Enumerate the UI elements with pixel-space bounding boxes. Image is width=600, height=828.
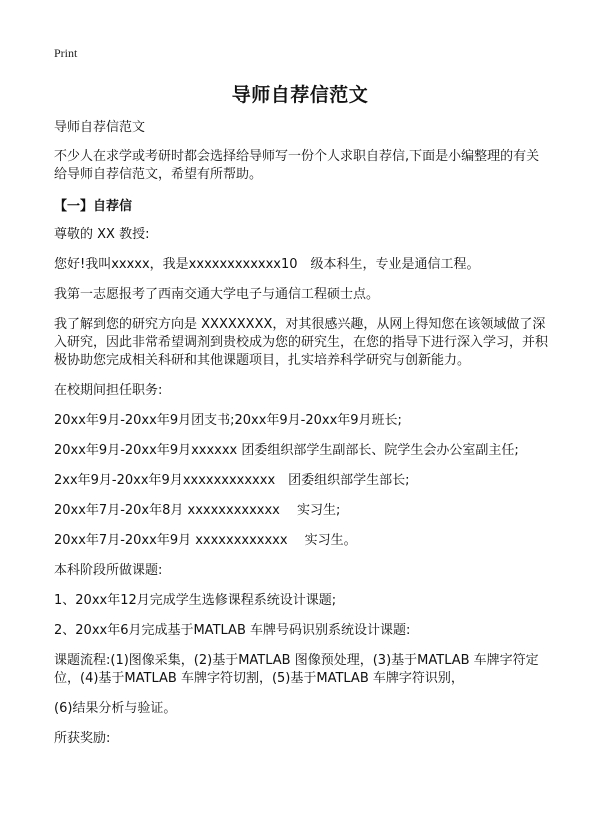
print-label: Print xyxy=(54,46,78,60)
section-heading: 【一】自荐信 xyxy=(54,199,133,214)
doc-subtitle: 导师自荐信范文 xyxy=(54,120,146,135)
project-item: 2、20xx年6月完成基于MATLAB 车牌号码识别系统设计课题: xyxy=(54,623,411,638)
projects-label: 本科阶段所做课题: xyxy=(54,563,163,578)
project-flow: 课题流程:(1)图像采集，(2)基于MATLAB 图像预处理，(3)基于MATLAB 车牌字符定位，(4)基于MATLAB 车牌字符切割，(5)基于MATLAB 车牌字符识别， xyxy=(54,653,539,686)
document-body xyxy=(54,119,550,748)
intro-self: 您好!我叫xxxxx，我是xxxxxxxxxxxx10 级本科生，专业是通信工程。 xyxy=(54,257,480,272)
position-item: 2xx年9月-20xx年9月xxxxxxxxxxxx 团委组织部学生部长; xyxy=(54,473,410,488)
position-item: 20xx年9月-20xx年9月xxxxxx 团委组织部学生副部长、院学生会办公室副主任; xyxy=(54,443,519,458)
awards-label: 所获奖励: xyxy=(54,731,111,746)
project-flow-end: (6)结果分析与验证。 xyxy=(54,701,177,716)
positions-label: 在校期间担任职务: xyxy=(54,383,163,398)
first-choice: 我第一志愿报考了西南交通大学电子与通信工程硕士点。 xyxy=(54,287,380,302)
intro-paragraph: 不少人在求学或考研时都会选择给导师写一份个人求职自荐信,下面是小编整理的有关给导师自荐信范文，希望有所帮助。 xyxy=(54,149,540,182)
document-title: 导师自荐信范文 xyxy=(231,84,369,106)
position-item: 20xx年9月-20xx年9月团支书;20xx年9月-20xx年9月班长; xyxy=(54,413,402,428)
research-interest: 我了解到您的研究方向是 XXXXXXXX，对其很感兴趣，从网上得知您在该领域做了深入研究，因此非常希望调剂到贵校成为您的研究生，在您的指导下进行深入学习，并积极协助您完成相关科研和其他课题项目，扎实培养科学研究与创新能力。 xyxy=(54,317,549,368)
position-item: 20xx年7月-20x年8月 xxxxxxxxxxxx 实习生; xyxy=(54,503,341,518)
project-item: 1、20xx年12月完成学生选修课程系统设计课题; xyxy=(54,593,337,608)
salutation: 尊敬的 XX 教授: xyxy=(54,227,150,242)
position-item: 20xx年7月-20xx年9月 xxxxxxxxxxxx 实习生。 xyxy=(54,533,357,548)
